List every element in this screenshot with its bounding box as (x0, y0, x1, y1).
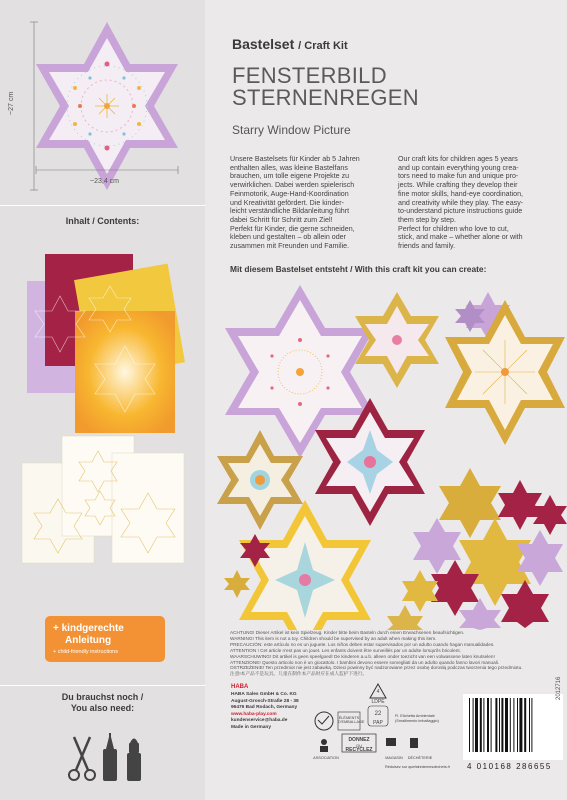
contents-section (0, 205, 205, 685)
shop-icon (386, 738, 396, 746)
star-gold-tiny (224, 570, 250, 598)
barcode-bar (475, 698, 478, 752)
description-line: Perfect for children who love to cut, (398, 224, 509, 233)
sidebar (0, 0, 205, 800)
title-line2: STERNENREGEN (232, 85, 419, 110)
barcode-bar (491, 698, 492, 752)
create-heading: Mit diesem Bastelset entsteht / With this craft kit you can create: (230, 264, 487, 274)
description-line: and creativity while they play. The easy- (398, 198, 524, 207)
company-street: August-Grosch-Straße 28 - 38 (231, 698, 299, 704)
description-line: und Kreativität gefördert. Die kinder- (230, 198, 344, 207)
barcode-bar (531, 698, 532, 752)
barcode-bar (519, 698, 522, 752)
description-line: enthalten alles, was kleine Bastelfans (230, 163, 348, 172)
barcode-bar (469, 698, 470, 752)
barcode-bar (487, 698, 489, 752)
pap-label: PAP (373, 720, 383, 726)
company-name: HABA Sales GmbH & Co. KG (231, 692, 297, 697)
description-line: leicht verständliche Bildanleitung führt (230, 207, 350, 216)
magasin-label: MAGASIN (385, 756, 403, 760)
needs-line2: You also need: (70, 703, 135, 713)
description-line: zusammen mit Freunden und Familie. (230, 242, 350, 251)
bin-icon (410, 738, 418, 748)
barcode-bar (480, 698, 482, 752)
preview-star-center (104, 103, 110, 109)
haba-logo: HABA (231, 684, 249, 690)
product-title (232, 65, 419, 109)
barcode-bar (501, 698, 503, 752)
height-label: ~27 cm (8, 91, 15, 115)
description-line: friends and family. (398, 242, 456, 251)
product-subtitle: Starry Window Picture (232, 123, 351, 137)
sheet-orange (75, 311, 175, 433)
description-line: dabei Schritt für Schritt zum Ziel! (230, 215, 333, 224)
description-line: Unsere Bastelsets für Kinder ab 5 Jahren (230, 155, 360, 163)
company-address (231, 692, 299, 731)
dechetterie-label: DÉCHÈTERIE (407, 756, 433, 760)
brand-label: Bastelset (232, 36, 295, 52)
elements-label: ÉLÉMENTS D'EMBALLAGE (338, 716, 365, 724)
description-line: fine motor skills, hand-eye coordination, (398, 189, 523, 198)
barcode-bar (513, 698, 514, 752)
barcode-bar (495, 698, 497, 752)
warning-line: ACHTUNG! Dieser Artikel ist kein Spielzeug. Kinder bitte beim Basteln durch einen Erwachsenen beaufsichtigen. (230, 630, 465, 635)
scissors-icon (69, 737, 95, 780)
description-line: Our craft kits for children ages 5 years (398, 155, 518, 163)
recycling-info: Réduisez sur quefairedemesdechets.fr (384, 765, 450, 769)
template-sheet-3 (112, 453, 184, 563)
barcode-bars (463, 694, 563, 756)
people-icon (320, 739, 328, 752)
warning-line: PRECAUCIÓN: este artículo no es un juguete. Los niños deben estar supervisados por un adulto cuando hagan manualidades. (230, 641, 495, 647)
barcode-bar (510, 698, 511, 752)
company-url: www.haba-play.com (231, 711, 277, 717)
width-label: ~23,4 cm (90, 178, 119, 185)
brand-title (232, 36, 348, 52)
title-line1: FENSTERBILD (232, 63, 387, 88)
description-line: stick, and make – whether alone or with (398, 233, 523, 242)
ou-label: OU (356, 743, 362, 748)
article-number: 2012716 (556, 676, 562, 700)
stars-showcase (205, 280, 567, 630)
badge-line3: + child-friendly instructions (53, 649, 118, 655)
tools-icons (0, 723, 205, 783)
description-line: kleben und gestalten – ob allein oder (230, 233, 346, 242)
barcode-bar (473, 698, 474, 752)
description-line: verwirklichen. Dabei werden spielerisch (230, 181, 355, 190)
barcode-bar (499, 698, 500, 752)
description-line: jects. While crafting they develop their (398, 181, 518, 190)
description-line: tors need to make fun and unique pro- (398, 172, 519, 181)
ldpe-number: 4 (376, 689, 380, 695)
size-preview (0, 0, 205, 205)
ldpe-label: LDPE (371, 699, 385, 705)
description-line: Feinmotorik, Auge-Hand-Koordination (230, 189, 349, 198)
barcode-bar (483, 698, 484, 752)
triman-note-1: Fl. Etichetta Ambientale (395, 714, 435, 718)
warning-line: ATTENZIONE! Questo articolo non è un giocattolo. I bambini devono essere sorvegliati da un adulto quando fanno lavori manuali. (230, 659, 500, 665)
needs-line1: Du brauchst noch / (61, 692, 144, 702)
pap-number: 22 (374, 711, 382, 717)
badge-line1: + kindgerechte (53, 623, 124, 634)
description-english (398, 155, 558, 251)
description-line: to-understand picture instructions guide (398, 207, 523, 216)
description-line: Perfekt für Kinder, die gerne schneiden, (230, 224, 355, 233)
description-line: them step by step. (398, 215, 456, 224)
badge-line2: Anleitung (65, 635, 112, 646)
description-line: brauchen, um tolle eigene Projekte zu (230, 172, 350, 181)
company-email: kundenservice@haba.de (231, 718, 288, 723)
association-label: ASSOCIATION (313, 756, 339, 760)
glue-stick-icon (127, 739, 141, 782)
safety-warnings (230, 630, 555, 677)
warning-line: ATTENTION ! Cet article n'est pas un jouet. Les enfants doivent être surveillés par un adulte lorsqu'ils bricolent. (230, 647, 461, 653)
needs-section (0, 685, 205, 800)
brand-sub-label: / Craft Kit (298, 40, 348, 52)
main-panel (205, 0, 567, 800)
contents-heading: Inhalt / Contents: (65, 216, 140, 226)
made-in: Made in Germany (231, 724, 271, 730)
barcode-bar (529, 698, 530, 752)
height-dimension-line (30, 22, 38, 190)
barcode-bar (517, 698, 518, 752)
warning-line: OSTRZEŻENIE! Ten przedmiot nie jest zabawką. Dzieci powinny być nadzorowane przez osobę dorosłą podczas tworzenia tego przedmiotu. (230, 665, 523, 671)
instructions-badge (45, 616, 165, 662)
company-city: 96476 Bad Rodach, Germany (231, 705, 298, 710)
warning-line: WAARSCHUWING! Dit artikel is geen speelgoed! De kinderen a.u.b. alleen onder toezicht van een volwassene laten knutselen! (230, 653, 495, 659)
barcode (463, 694, 563, 760)
preview-star-drawing (0, 0, 205, 205)
description-line: and up contain everything young crea- (398, 163, 519, 172)
glue-bottle-icon (103, 733, 117, 781)
warning-line: 注意!本产品不是玩具。儿童在制作本产品时应在成人监护下进行。 (230, 671, 368, 677)
barcode-bar (524, 698, 526, 752)
barcode-bar (505, 698, 508, 752)
recyclez-label: RECYCLEZ (345, 747, 373, 753)
contents-template-sheets (0, 431, 205, 581)
warning-line: WARNING! This item is not a toy. Children should be supervised by an adult when making this item. (230, 635, 437, 641)
triman-note-2: (Smaltimento imballaggio) (395, 719, 439, 723)
description-german (230, 155, 390, 251)
barcode-number: 4 010168 286655 (467, 762, 552, 771)
triman-icon (315, 712, 333, 730)
donnez-label: DONNEZ (348, 737, 370, 743)
